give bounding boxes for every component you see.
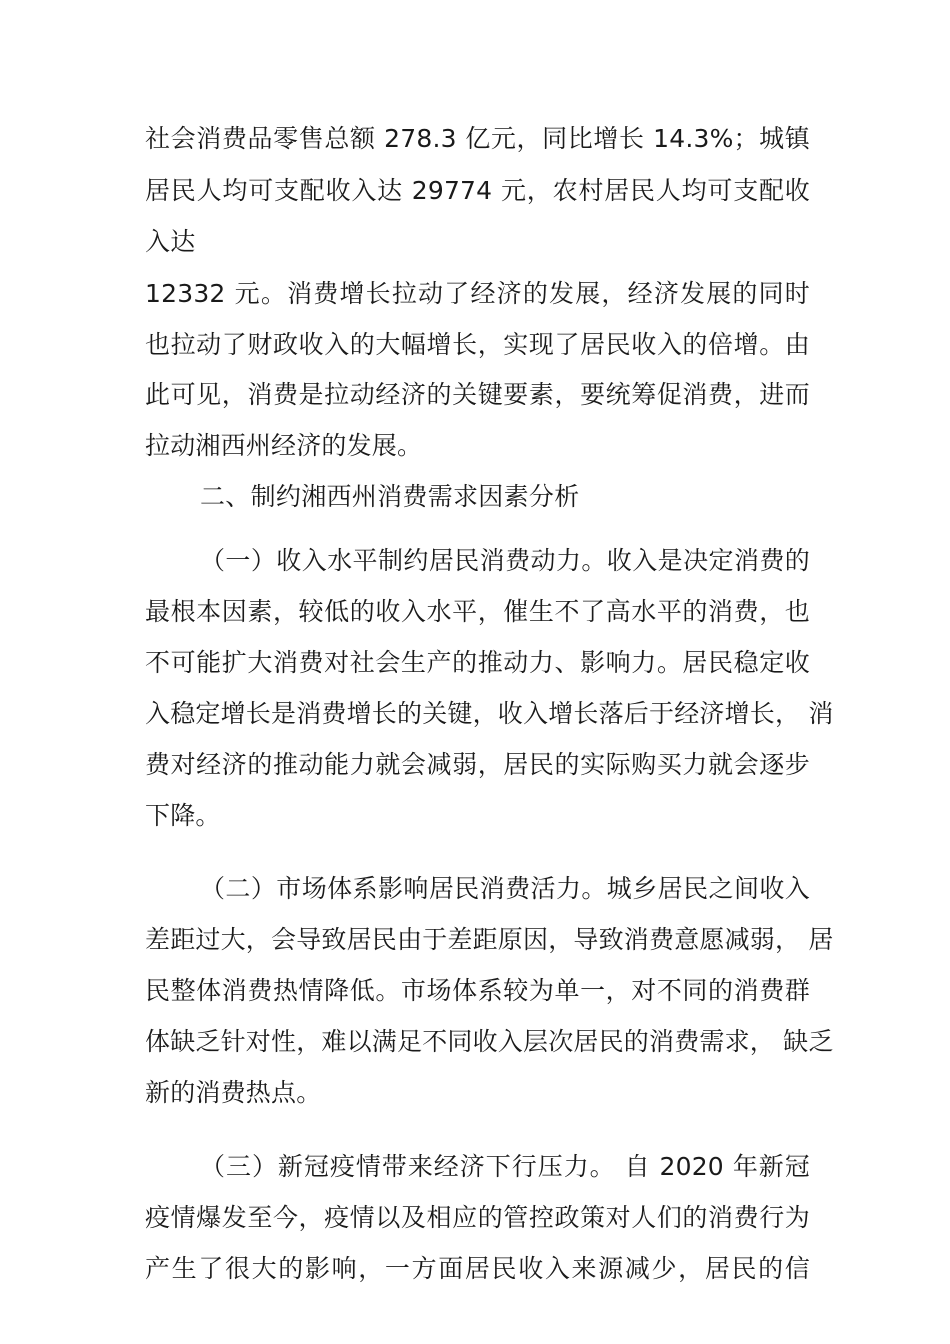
paragraph-line: 产生了很大的影响，一方面居民收入来源减少，居民的信 — [145, 1254, 810, 1283]
paragraph-line: 入达 — [145, 227, 196, 256]
paragraph-line: 差距过大，会导致居民由于差距原因，导致消费意愿减弱， 居 — [145, 925, 834, 954]
subsection-heading-line: （一）收入水平制约居民消费动力。收入是决定消费的 — [200, 546, 810, 575]
paragraph-line: 最根本因素，较低的收入水平，催生不了高水平的消费，也 — [145, 597, 810, 626]
paragraph-line: 下降。 — [145, 801, 221, 830]
paragraph-line: 不可能扩大消费对社会生产的推动力、影响力。居民稳定收 — [145, 648, 810, 677]
paragraph-line: 此可见，消费是拉动经济的关键要素，要统筹促消费，进而 — [145, 380, 810, 409]
section-heading: 二、制约湘西州消费需求因素分析 — [200, 482, 580, 511]
paragraph-line: 12332 元。消费增长拉动了经济的发展，经济发展的同时 — [145, 279, 810, 308]
paragraph-line: 新的消费热点。 — [145, 1078, 322, 1107]
paragraph-line: 民整体消费热情降低。市场体系较为单一，对不同的消费群 — [145, 976, 810, 1005]
paragraph-line: 也拉动了财政收入的大幅增长，实现了居民收入的倍增。由 — [145, 330, 810, 359]
paragraph-line: 费对经济的推动能力就会减弱，居民的实际购买力就会逐步 — [145, 750, 810, 779]
paragraph-line: 居民人均可支配收入达 29774 元，农村居民人均可支配收 — [145, 176, 810, 205]
paragraph-line: 疫情爆发至今，疫情以及相应的管控政策对人们的消费行为 — [145, 1203, 810, 1232]
paragraph-line: 体缺乏针对性，难以满足不同收入层次居民的消费需求， 缺乏 — [145, 1027, 834, 1056]
paragraph-line: 社会消费品零售总额 278.3 亿元，同比增长 14.3%；城镇 — [145, 124, 810, 153]
subsection-heading-line: （二）市场体系影响居民消费活力。城乡居民之间收入 — [200, 874, 810, 903]
subsection-heading-line: （三）新冠疫情带来经济下行压力。 自 2020 年新冠 — [200, 1152, 810, 1181]
paragraph-line: 拉动湘西州经济的发展。 — [145, 431, 423, 460]
paragraph-line: 入稳定增长是消费增长的关键，收入增长落后于经济增长， 消 — [145, 699, 834, 728]
